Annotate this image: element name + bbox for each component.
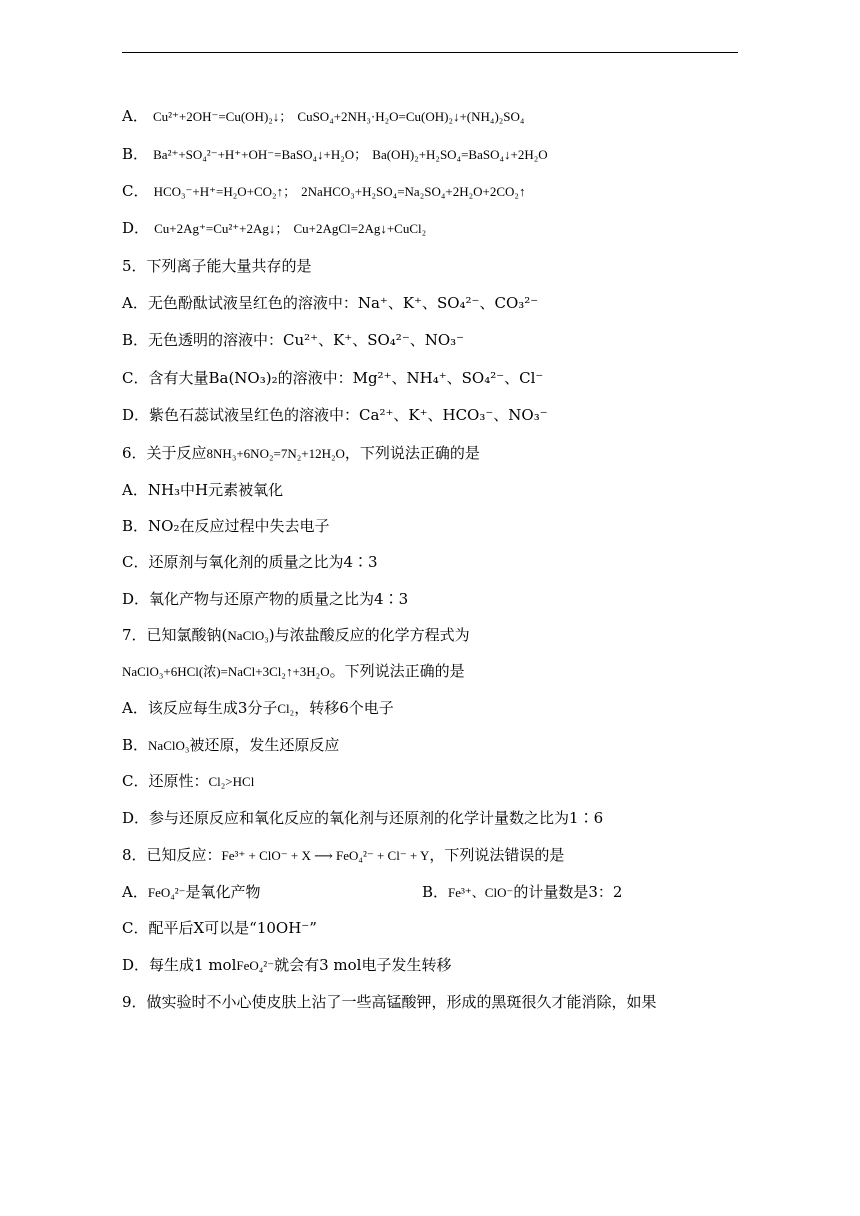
q7-option-c: C．还原性：Cl₂>HCl (122, 772, 255, 790)
q8-option-a: A．FeO₄²⁻是氧化产物 (122, 883, 261, 901)
equation: Fe³⁺ + ClO⁻ + X ⟶ FeO₄²⁻ + Cl⁻ + Y (221, 848, 430, 863)
formula: NaClO₃ (227, 628, 269, 643)
equation: Cu²⁺+2OH⁻=Cu(OH)₂↓； (152, 109, 293, 124)
formula: NaClO₃ (148, 738, 190, 753)
equation: 8NH₃+6NO₂=7N₂+12H₂O (206, 446, 345, 461)
q4-option-a: A． Cu²⁺+2OH⁻=Cu(OH)₂↓； CuSO₄+2NH₃·H₂O=Cu(OH)₂↓+(NH₄)₂SO₄ (122, 107, 525, 125)
q5-option-a: A．无色酚酞试液呈红色的溶液中：Na⁺、K⁺、SO₄²⁻、CO₃²⁻ (122, 294, 539, 312)
q4-option-d: D． Cu+2Ag⁺=Cu²⁺+2Ag↓； Cu+2AgCl=2Ag↓+CuCl₂ (122, 219, 427, 237)
q6-option-d: D．氧化产物与还原产物的质量之比为4∶3 (122, 590, 409, 608)
equation: HCO₃⁻+H⁺=H₂O+CO₂↑； (153, 184, 297, 199)
q6-option-a: A．NH₃中H元素被氧化 (122, 481, 284, 499)
q8-option-d: D．每生成1 molFeO₄²⁻就会有3 mol电子发生转移 (122, 956, 452, 974)
q7-stem-line1: 7．已知氯酸钠(NaClO₃)与浓盐酸反应的化学方程式为 (122, 626, 470, 644)
q6-stem: 6．关于反应8NH₃+6NO₂=7N₂+12H₂O，下列说法正确的是 (122, 444, 480, 462)
q7-option-d: D．参与还原反应和氧化反应的氧化剂与还原剂的化学计量数之比为1∶6 (122, 809, 604, 827)
equation: Ba(OH)₂+H₂SO₄=BaSO₄↓+2H₂O (372, 147, 548, 162)
formula: Cl₂ (277, 701, 295, 716)
formula: FeO₄²⁻ (236, 958, 275, 973)
q9-stem: 9．做实验时不小心使皮肤上沾了一些高锰酸钾，形成的黑斑很久才能消除，如果 (122, 993, 657, 1011)
q5-option-b: B．无色透明的溶液中：Cu²⁺、K⁺、SO₄²⁻、NO₃⁻ (122, 331, 465, 349)
q7-stem-line2: NaClO₃+6HCl(浓)=NaCl+3Cl₂↑+3H₂O。下列说法正确的是 (122, 662, 465, 680)
q7-option-a: A．该反应每生成3分子Cl₂，转移6个电子 (122, 699, 394, 717)
q4-option-b: B． Ba²⁺+SO₄²⁻+H⁺+OH⁻=BaSO₄↓+H₂O； Ba(OH)₂+H₂SO₄=BaSO₄↓+2H₂O (122, 145, 548, 163)
formula: FeO₄²⁻ (147, 885, 186, 900)
q6-option-c: C．还原剂与氧化剂的质量之比为4∶3 (122, 553, 378, 571)
equation: NaClO₃+6HCl(浓)=NaCl+3Cl₂↑+3H₂O (122, 664, 330, 679)
equation: Cu+2Ag⁺=Cu²⁺+2Ag↓； (154, 221, 289, 236)
equation: 2NaHCO₃+H₂SO₄=Na₂SO₄+2H₂O+2CO₂↑ (301, 184, 526, 199)
formula: Cl₂>HCl (208, 774, 255, 789)
q7-option-b: B．NaClO₃被还原，发生还原反应 (122, 736, 340, 754)
header-rule (122, 52, 738, 53)
q6-option-b: B．NO₂在反应过程中失去电子 (122, 517, 330, 535)
equation: CuSO₄+2NH₃·H₂O=Cu(OH)₂↓+(NH₄)₂SO₄ (297, 109, 525, 124)
q4-option-c: C． HCO₃⁻+H⁺=H₂O+CO₂↑； 2NaHCO₃+H₂SO₄=Na₂SO₄+2H₂O+2CO₂↑ (122, 182, 526, 200)
equation: Ba²⁺+SO₄²⁻+H⁺+OH⁻=BaSO₄↓+H₂O； (153, 147, 368, 162)
q8-stem: 8．已知反应：Fe³⁺ + ClO⁻ + X ⟶ FeO₄²⁻ + Cl⁻ + Y，下列说法错误的是 (122, 846, 565, 864)
q5-option-d: D．紫色石蕊试液呈红色的溶液中：Ca²⁺、K⁺、HCO₃⁻、NO₃⁻ (122, 406, 548, 424)
equation: Cu+2AgCl=2Ag↓+CuCl₂ (293, 221, 427, 236)
q8-option-b: B．Fe³⁺、ClO⁻的计量数是3：2 (422, 883, 623, 901)
q8-option-c: C．配平后X可以是“10OH⁻” (122, 919, 317, 937)
q5-stem: 5．下列离子能大量共存的是 (122, 257, 312, 275)
q5-option-c: C．含有大量Ba(NO₃)₂的溶液中：Mg²⁺、NH₄⁺、SO₄²⁻、Cl⁻ (122, 369, 544, 387)
formula: Fe³⁺、ClO⁻ (448, 885, 514, 900)
